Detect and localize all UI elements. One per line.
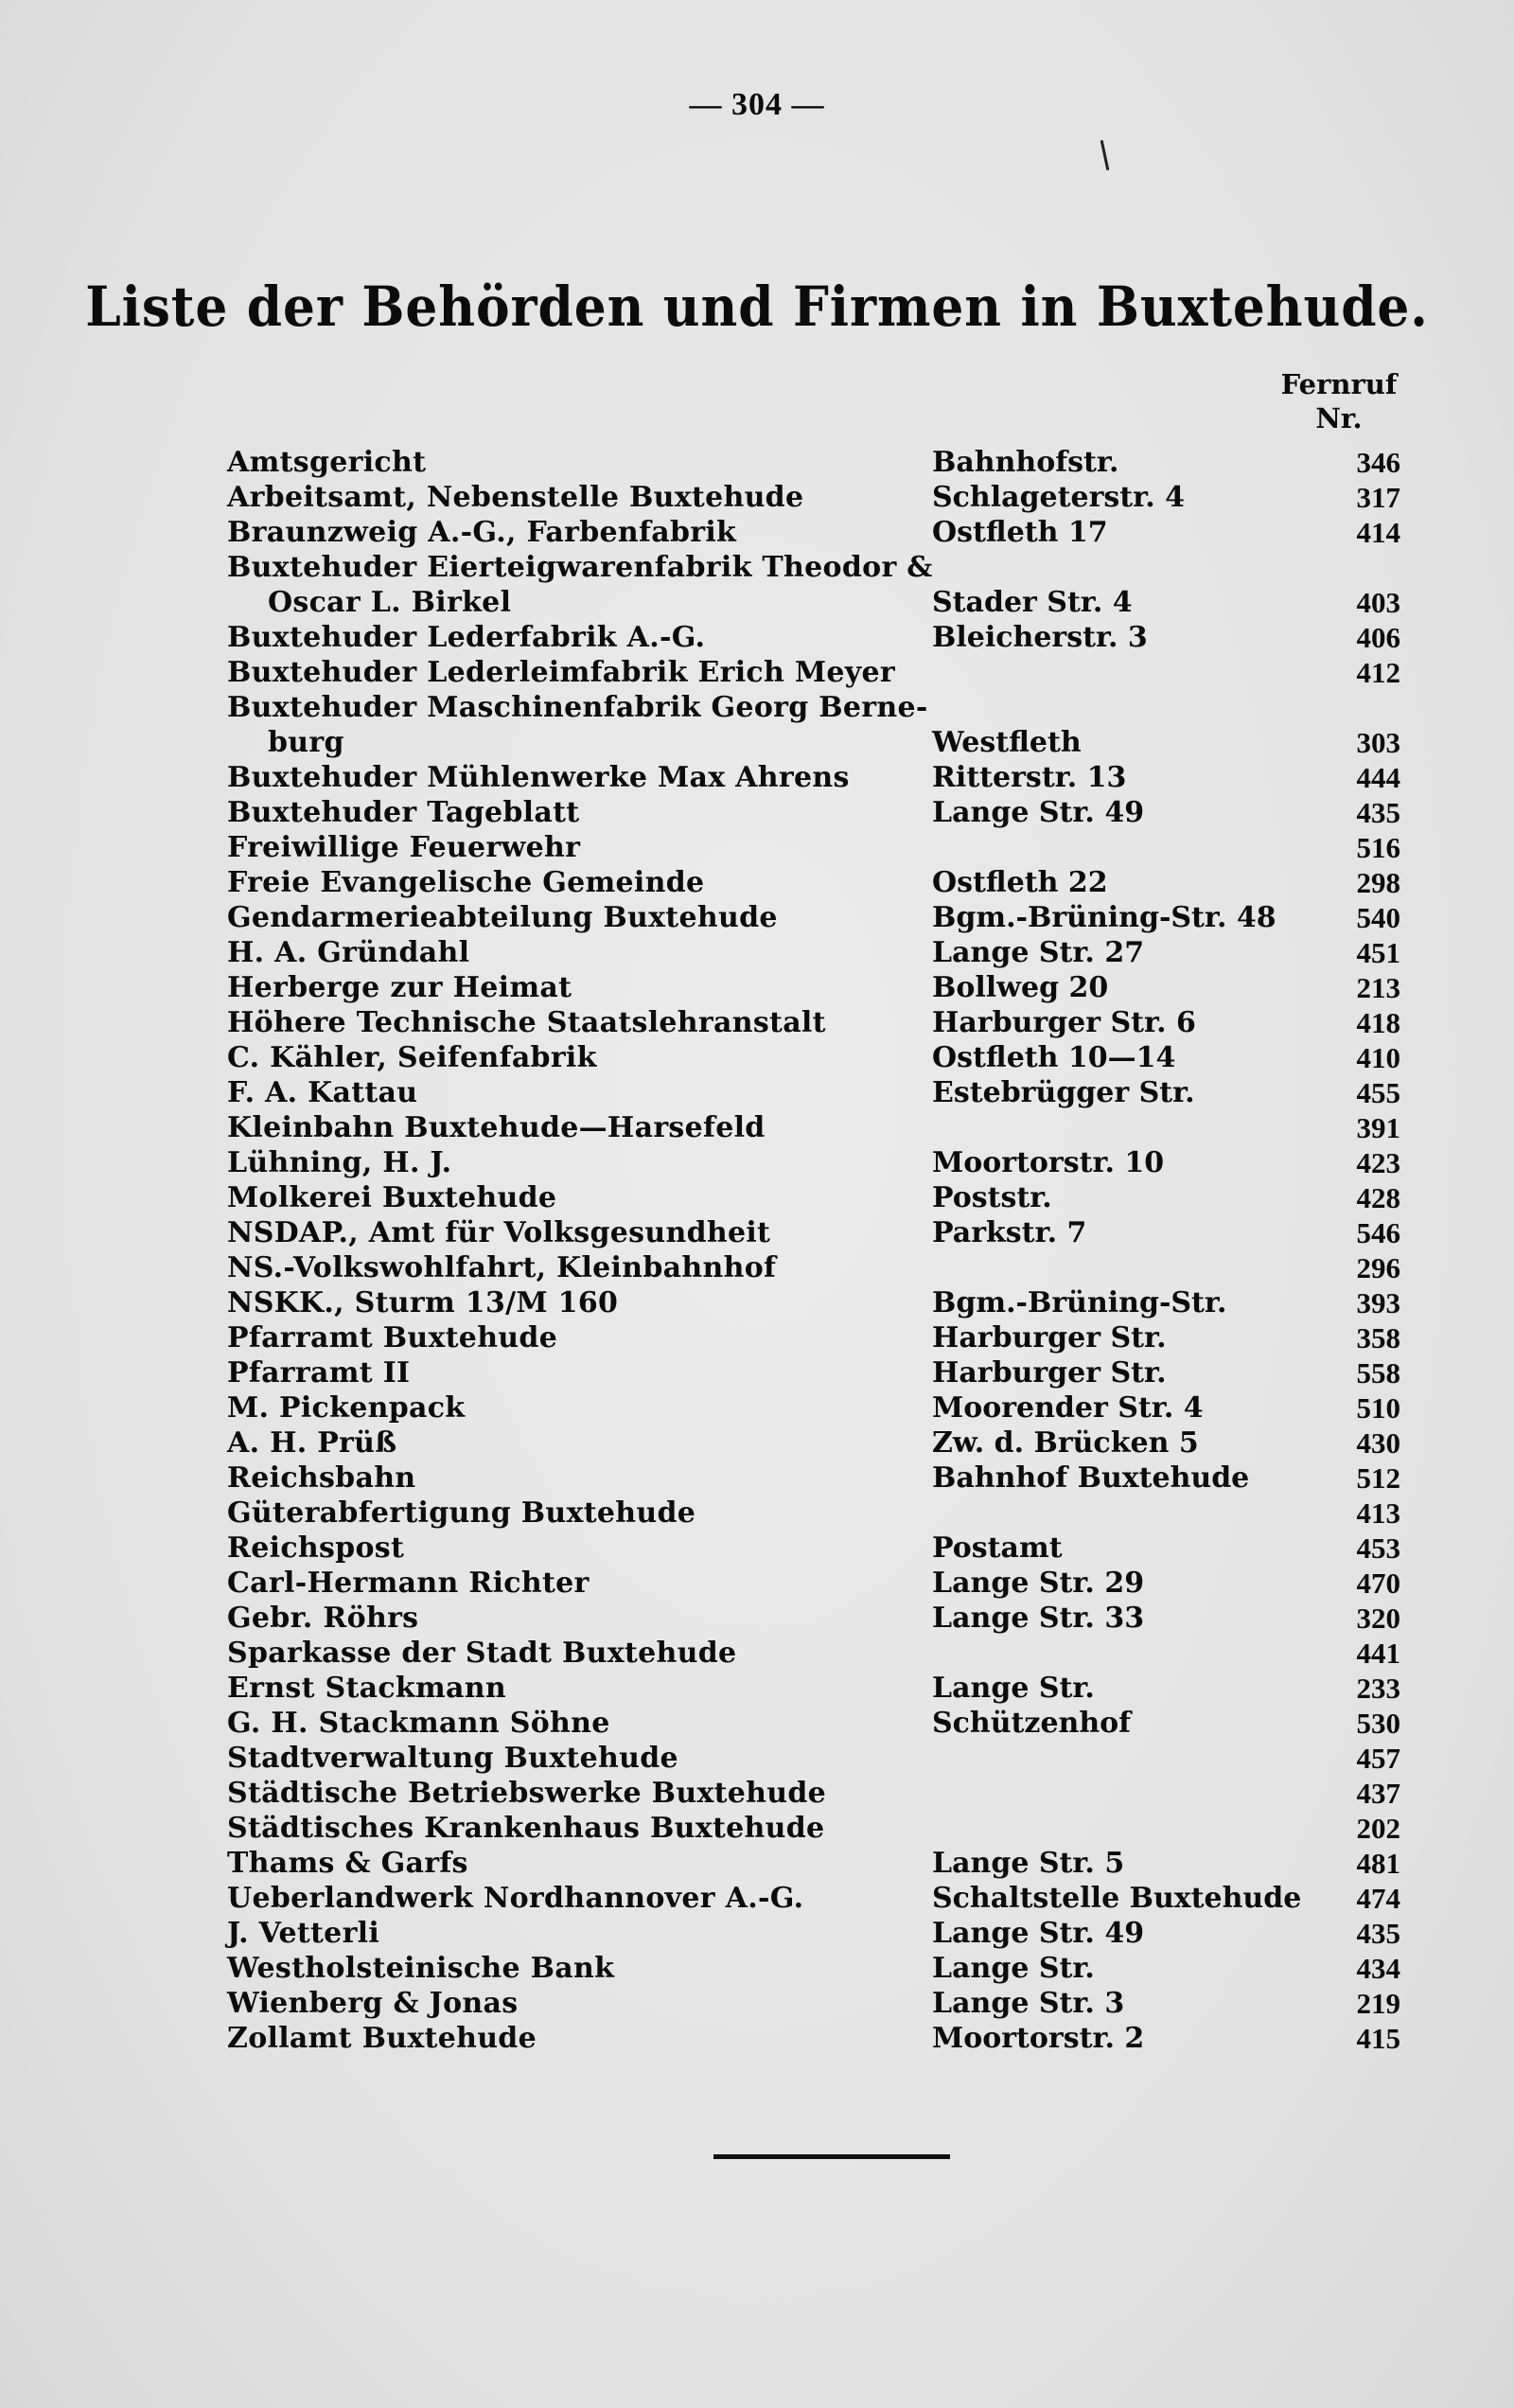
list-item [227,1250,1400,1285]
entry-address: Lange Str. 5 [932,1847,1125,1880]
entry-phone: 298 [1356,866,1400,899]
list-item [227,1496,1400,1531]
entry-address: Zw. d. Brücken 5 [932,1426,1199,1460]
entry-phone: 437 [1356,1777,1400,1810]
entry-name: Carl-Hermann Richter [227,1567,590,1600]
list-item [227,585,1400,620]
list-item [227,1215,1400,1250]
page-number: — 304 — [689,87,825,122]
entry-phone: 558 [1356,1356,1400,1390]
entry-address: Ostfleth 10—14 [932,1041,1176,1074]
entry-phone: 410 [1356,1041,1400,1074]
list-item [227,830,1400,865]
list-item [227,1320,1400,1355]
entry-name: Buxtehuder Eierteigwarenfabrik Theodor & [227,551,933,584]
entry-phone: 403 [1356,586,1400,619]
entry-name: NSDAP., Amt für Volksgesundheit [227,1216,771,1249]
list-item [227,1531,1400,1566]
entry-phone: 457 [1356,1742,1400,1775]
entry-name: Höhere Technische Staatslehranstalt [227,1006,826,1039]
entry-address: Harburger Str. 6 [932,1006,1196,1039]
entry-phone: 451 [1356,936,1400,969]
list-item [227,1986,1400,2021]
entry-phone: 423 [1356,1146,1400,1179]
entry-address: Bollweg 20 [932,971,1109,1004]
entry-address: Bleicherstr. 3 [932,621,1148,654]
entry-phone: 546 [1356,1216,1400,1249]
list-item [227,970,1400,1005]
entry-name: Städtisches Krankenhaus Buxtehude [227,1812,825,1845]
entry-address: Postamt [932,1532,1063,1565]
list-item [227,445,1400,480]
entry-name: G. H. Stackmann Söhne [227,1707,610,1740]
entry-name: Freie Evangelische Gemeinde [227,866,705,899]
directory-list [227,445,1400,2056]
entry-name: J. Vetterli [227,1917,380,1950]
entry-address: Schaltstelle Buxtehude [932,1882,1302,1915]
list-item [227,1636,1400,1671]
entry-phone: 516 [1356,831,1400,864]
list-item [227,1005,1400,1040]
list-item [227,1811,1400,1846]
entry-phone: 444 [1356,761,1400,794]
list-item [227,550,1400,585]
list-item [227,620,1400,655]
list-item [227,1916,1400,1951]
entry-address: Bahnhof Buxtehude [932,1461,1250,1495]
entry-name: Sparkasse der Stadt Buxtehude [227,1637,737,1670]
entry-phone: 320 [1356,1602,1400,1635]
entry-name: Ernst Stackmann [227,1672,506,1705]
entry-name: Städtische Betriebswerke Buxtehude [227,1777,827,1810]
entry-phone: 213 [1356,971,1400,1004]
entry-address: Lange Str. 3 [932,1987,1125,2020]
entry-phone: 441 [1356,1637,1400,1670]
entry-address: Ostfleth 17 [932,516,1108,549]
entry-name: Buxtehuder Maschinenfabrik Georg Berne- [227,691,928,724]
entry-phone: 455 [1356,1076,1400,1109]
entry-name: Pfarramt II [227,1356,411,1390]
list-item [227,1706,1400,1741]
entry-address: Poststr. [932,1181,1052,1214]
entry-phone: 233 [1356,1672,1400,1705]
entry-phone: 202 [1356,1812,1400,1845]
closing-rule [713,2154,950,2159]
list-item [227,1285,1400,1320]
entry-name: Arbeitsamt, Nebenstelle Buxtehude [227,481,804,514]
entry-phone: 418 [1356,1006,1400,1039]
entry-name: Braunzweig A.-G., Farbenfabrik [227,516,737,549]
entry-name: A. H. Prüß [227,1426,397,1460]
entry-name: Wienberg & Jonas [227,1987,519,2020]
entry-name: Ueberlandwerk Nordhannover A.-G. [227,1882,804,1915]
entry-address: Lange Str. 33 [932,1602,1145,1635]
list-item [227,1776,1400,1811]
entry-name: Freiwillige Feuerwehr [227,831,581,864]
entry-address: Schlageterstr. 4 [932,481,1185,514]
phone-column-header-line1: Fernruf [1280,368,1398,400]
entry-name: Reichspost [227,1532,405,1565]
list-item [227,760,1400,795]
list-item [227,690,1400,725]
list-item [227,935,1400,970]
entry-name: NSKK., Sturm 13/M 160 [227,1286,619,1319]
entry-phone: 303 [1356,726,1400,759]
entry-name: Gebr. Röhrs [227,1602,419,1635]
entry-phone: 510 [1356,1391,1400,1425]
entry-phone: 415 [1356,2022,1400,2055]
list-item [227,480,1400,515]
list-item [227,1110,1400,1145]
list-item [227,1145,1400,1180]
entry-name: Buxtehuder Lederfabrik A.-G. [227,621,706,654]
entry-phone: 430 [1356,1426,1400,1460]
entry-name: Reichsbahn [227,1461,416,1495]
list-item [227,1601,1400,1636]
entry-phone: 358 [1356,1321,1400,1354]
entry-address: Moorender Str. 4 [932,1391,1204,1425]
entry-name: Herberge zur Heimat [227,971,572,1004]
entry-address: Estebrügger Str. [932,1076,1195,1109]
entry-phone: 470 [1356,1567,1400,1600]
entry-phone: 393 [1356,1286,1400,1319]
list-item [227,1425,1400,1461]
entry-name: Buxtehuder Mühlenwerke Max Ahrens [227,761,850,794]
list-item [227,1846,1400,1881]
page-title: Liste der Behörden und Firmen in Buxtehude. [85,274,1429,339]
entry-name: Zollamt Buxtehude [227,2022,537,2055]
entry-address: Westfleth [932,726,1082,759]
entry-address: Lange Str. 49 [932,1917,1145,1950]
list-item [227,1040,1400,1075]
entry-name: Westholsteinische Bank [227,1952,615,1985]
list-item [227,1566,1400,1601]
entry-phone: 512 [1356,1461,1400,1495]
entry-address: Lange Str. 27 [932,936,1145,969]
list-item [227,1180,1400,1215]
entry-name: Molkerei Buxtehude [227,1181,557,1214]
entry-name: Gendarmerieabteilung Buxtehude [227,901,778,934]
list-item [227,725,1400,760]
entry-address: Harburger Str. [932,1356,1167,1390]
entry-name: Buxtehuder Lederleimfabrik Erich Meyer [227,656,895,689]
entry-address: Harburger Str. [932,1321,1167,1354]
list-item [227,1881,1400,1916]
entry-name: H. A. Gründahl [227,936,470,969]
entry-phone: 540 [1356,901,1400,934]
list-item [227,655,1400,690]
list-item [227,1741,1400,1776]
phone-column-header-line2: Nr. [1315,402,1363,434]
entry-phone: 406 [1356,621,1400,654]
entry-address: Bahnhofstr. [932,446,1119,479]
entry-address: Lange Str. [932,1952,1095,1985]
entry-name: NS.-Volkswohlfahrt, Kleinbahnhof [227,1251,777,1284]
list-item [227,900,1400,935]
entry-phone: 413 [1356,1496,1400,1530]
entry-phone: 530 [1356,1707,1400,1740]
entry-address: Bgm.-Brüning-Str. 48 [932,901,1276,934]
entry-address: Moortorstr. 2 [932,2022,1145,2055]
list-item [227,1951,1400,1986]
entry-phone: 474 [1356,1882,1400,1915]
list-item [227,1461,1400,1496]
entry-phone: 219 [1356,1987,1400,2020]
list-item [227,2021,1400,2056]
entry-phone: 346 [1356,446,1400,479]
entry-name: C. Kähler, Seifenfabrik [227,1041,597,1074]
list-item [227,1671,1400,1706]
entry-name: Amtsgericht [227,446,427,479]
entry-address: Schützenhof [932,1707,1132,1740]
entry-name: Lühning, H. J. [227,1146,452,1179]
entry-address: Moortorstr. 10 [932,1146,1165,1179]
entry-phone: 435 [1356,1917,1400,1950]
entry-phone: 296 [1356,1251,1400,1284]
entry-name: Thams & Garfs [227,1847,468,1880]
list-item [227,795,1400,830]
entry-phone: 481 [1356,1847,1400,1880]
entry-address: Lange Str. 49 [932,796,1145,829]
entry-address: Lange Str. [932,1672,1095,1705]
entry-name: M. Pickenpack [227,1391,466,1425]
list-item [227,1075,1400,1110]
list-item [227,515,1400,550]
entry-phone: 412 [1356,656,1400,689]
entry-phone: 428 [1356,1181,1400,1214]
entry-name: Güterabfertigung Buxtehude [227,1496,696,1530]
entry-phone: 453 [1356,1532,1400,1565]
entry-name: Pfarramt Buxtehude [227,1321,558,1354]
entry-phone: 434 [1356,1952,1400,1985]
ink-mark [1100,140,1110,170]
list-item [227,1390,1400,1425]
phone-column-header [1277,367,1400,435]
entry-name: Stadtverwaltung Buxtehude [227,1742,678,1775]
entry-name: F. A. Kattau [227,1076,418,1109]
entry-name: Oscar L. Birkel [227,586,512,619]
entry-address: Ritterstr. 13 [932,761,1127,794]
list-item [227,1355,1400,1390]
entry-phone: 435 [1356,796,1400,829]
entry-address: Ostfleth 22 [932,866,1108,899]
entry-name: Kleinbahn Buxtehude—Harsefeld [227,1111,766,1144]
entry-address: Lange Str. 29 [932,1567,1145,1600]
entry-address: Stader Str. 4 [932,586,1133,619]
entry-name: Buxtehuder Tageblatt [227,796,580,829]
list-item [227,865,1400,900]
entry-phone: 317 [1356,481,1400,514]
entry-phone: 414 [1356,516,1400,549]
entry-address: Parkstr. 7 [932,1216,1087,1249]
entry-name: burg [227,726,344,759]
entry-address: Bgm.-Brüning-Str. [932,1286,1227,1319]
entry-phone: 391 [1356,1111,1400,1144]
